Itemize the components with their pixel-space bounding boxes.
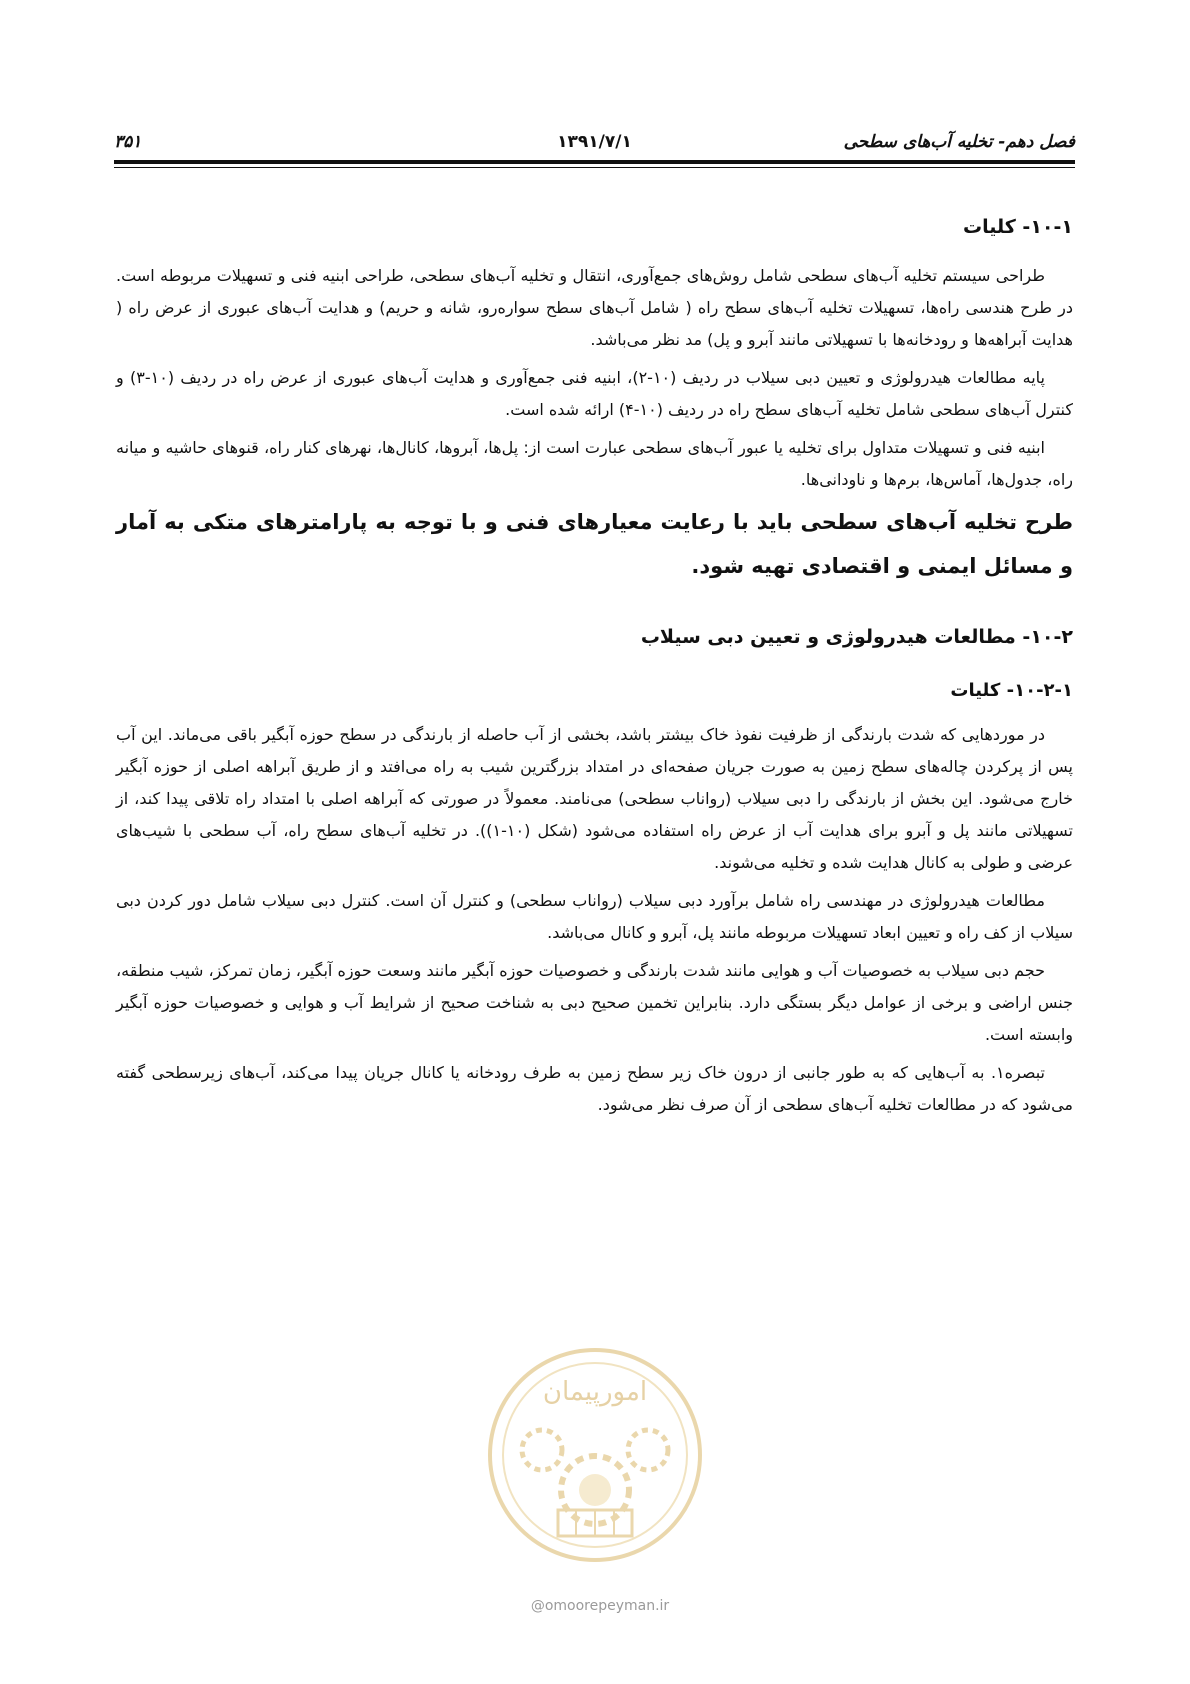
page-header	[114, 128, 1075, 158]
emphasis-paragraph: طرح تخلیه آب‌های سطحی باید با رعایت معیارهای فنی و با توجه به پارامترهای متکی به آمار و مسائل ایمنی و اقتصادی تهیه شود.	[116, 510, 1073, 578]
section-heading-10-1: ۱۰-۱- کلیات	[963, 216, 1073, 238]
note-paragraph: تبصره۱. به آب‌هایی که به طور جانبی از درون خاک زیر سطح زمین به طرف رودخانه یا کانال جریان پیدا می‌کند، آب‌های زیرسطحی گفته می‌شود که در مطالعات تخلیه آب‌های سطحی از آن صرف نظر می‌شود.	[116, 1063, 1073, 1114]
watermark-url: @omoorepeyman.ir	[530, 1598, 670, 1614]
watermark-logo	[480, 1340, 710, 1590]
chapter-title: فصل دهم- تخلیه آب‌های سطحی	[843, 132, 1075, 152]
header-rule-thick	[114, 160, 1075, 164]
page-number: ۳۵۱	[114, 132, 142, 152]
paragraph-10-1-b: پایه مطالعات هیدرولوژی و تعیین دبی سیلاب در ردیف (۱۰-۲)، ابنیه فنی جمع‌آوری و هدایت آب‌های عبوری از عرض راه در ردیف (۱۰-۳) و کنترل آب‌های سطحی شامل تخلیه آب‌های سطح راه در ردیف (۱۰-۴) ارائه شده است.	[116, 368, 1073, 419]
page-body	[116, 216, 1073, 1121]
section-heading-10-2: ۱۰-۲- مطالعات هیدرولوژی و تعیین دبی سیلاب	[640, 626, 1073, 648]
paragraph-10-1-c: ابنیه فنی و تسهیلات متداول برای تخلیه یا عبور آب‌های سطحی عبارت است از: پل‌ها، آبروها، کانال‌ها، نهرهای کنار راه، قنوهای حاشیه و میانه راه، جدول‌ها، آماس‌ها، برم‌ها و ناودانی‌ها.	[116, 438, 1073, 489]
section-heading-10-2-1: ۱۰-۲-۱- کلیات	[950, 680, 1073, 701]
paragraph-10-2-1-a: در موردهایی که شدت بارندگی از ظرفیت نفوذ خاک بیشتر باشد، بخشی از آب حاصله از بارندگی در سطح حوزه آبگیر باقی می‌ماند. این آب پس از پرکردن چاله‌های سطح زمین به صورت جریان صفحه‌ای در امتداد بزرگترین شیب به راه می‌افتد و از طریق آبراهه اصلی از حوزه آبگیر خارج می‌شود. این بخش از بارندگی را دبی سیلاب (رواناب سطحی) می‌نامند. معمولاً در صورتی که آبراهه اصلی با امتداد راه تلاقی پیدا کند، از تسهیلاتی مانند پل و آبرو برای هدایت آب از عرض راه استفاده می‌شود (شکل (۱۰-۱)). در تخلیه آب‌های سطح راه، آب سطحی با شیب‌های عرضی و طولی به کانال هدایت شده و تخلیه می‌شوند.	[116, 725, 1073, 872]
paragraph-10-1-a: طراحی سیستم تخلیه آب‌های سطحی شامل روش‌های جمع‌آوری، انتقال و تخلیه آب‌های سطحی، طراحی ابنیه فنی و تسهیلات مربوطه است. در طرح هندسی راه‌ها، تسهیلات تخلیه آب‌های سطح راه ( شامل آب‌های سطح سواره‌رو، شانه و حریم) و هدایت آب‌های عبوری از عرض راه ( هدایت آبراهه‌ها و رودخانه‌ها با تسهیلاتی مانند آبرو و پل) مد نظر می‌باشد.	[116, 266, 1073, 349]
watermark-text: امورپیمان	[542, 1377, 648, 1407]
header-rule-thin	[114, 167, 1075, 168]
paragraph-10-2-1-c: حجم دبی سیلاب به خصوصیات آب و هوایی مانند شدت بارندگی و خصوصیات حوزه آبگیر مانند وسعت حوزه آبگیر، زمان تمرکز، شیب منطقه، جنس اراضی و برخی از عوامل دیگر بستگی دارد. بنابراین تخمین صحیح دبی به شناخت صحیح از شرایط آب و هوایی و خصوصیات حوزه آبگیر وابسته است.	[116, 961, 1073, 1044]
paragraph-10-2-1-b: مطالعات هیدرولوژی در مهندسی راه شامل برآورد دبی سیلاب (رواناب سطحی) و کنترل آن است. کنترل دبی سیلاب شامل دور کردن دبی سیلاب از کف راه و تعیین ابعاد تسهیلات مربوطه مانند پل، آبرو و کانال می‌باشد.	[116, 891, 1073, 942]
header-date: ۱۳۹۱/۷/۱	[557, 132, 632, 152]
